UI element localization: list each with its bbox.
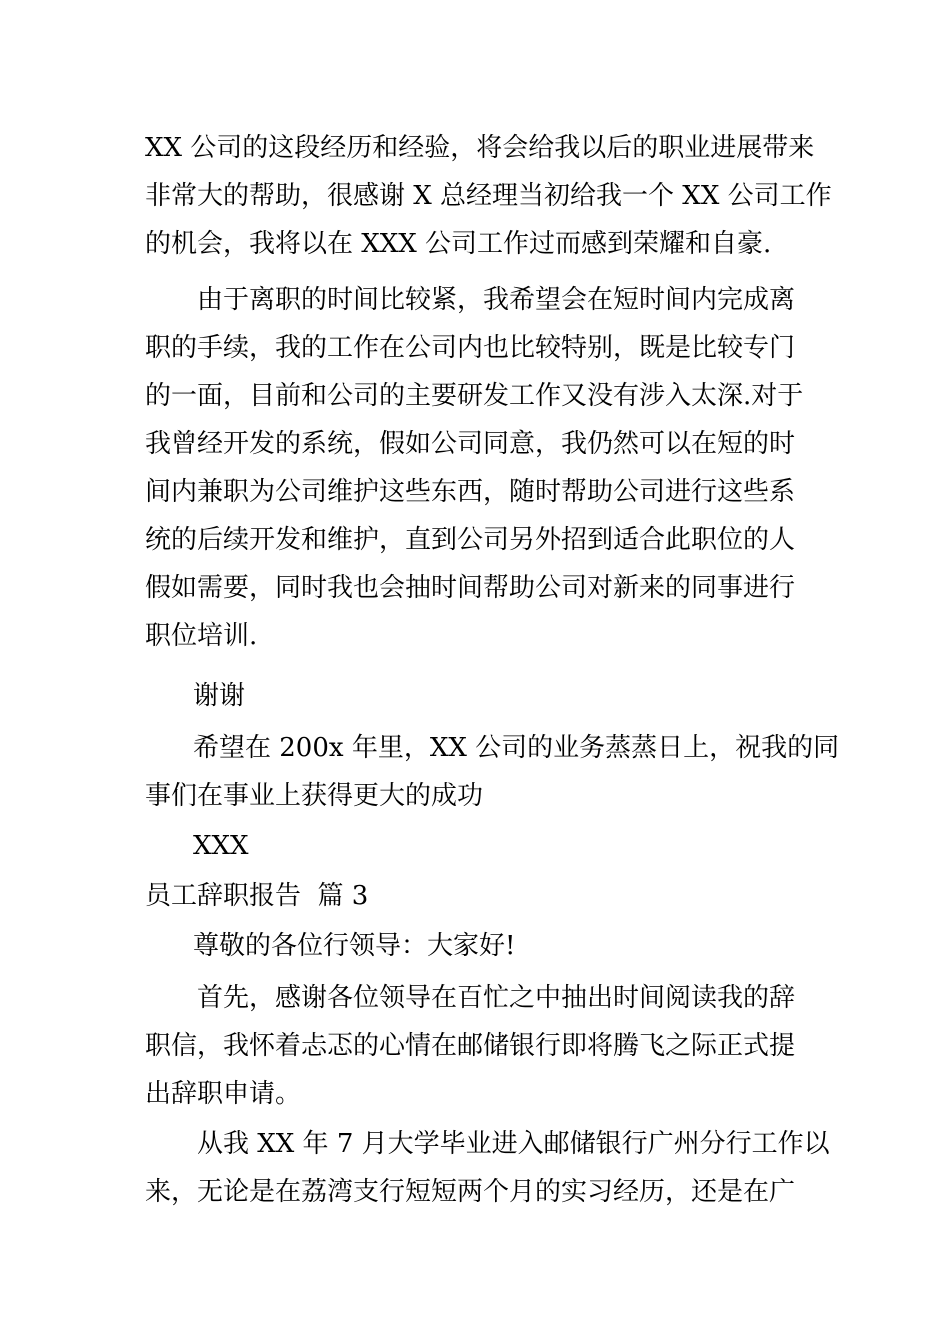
text-line: 从我 XX 年 7 月大学毕业进入邮储银行广州分行工作以 bbox=[197, 1129, 830, 1159]
text-line: 的机会，我将以在 XXX 公司工作过而感到荣耀和自豪. bbox=[145, 229, 772, 259]
signature-text: XXX bbox=[193, 831, 249, 861]
text-line: 来，无论是在荔湾支行短短两个月的实习经历，还是在广 bbox=[145, 1177, 796, 1207]
signature-line bbox=[145, 822, 810, 870]
text-line: 首先，感谢各位领导在百忙之中抽出时间阅读我的辞 bbox=[197, 983, 796, 1013]
text-line: 我曾经开发的系统，假如公司同意，我仍然可以在短的时 bbox=[145, 429, 796, 459]
paragraph-5 bbox=[145, 1120, 830, 1216]
text-line: 非常大的帮助，很感谢 X 总经理当初给我一个 XX 公司工作 bbox=[145, 181, 832, 211]
paragraph-3 bbox=[145, 724, 840, 820]
paragraph-4 bbox=[145, 974, 810, 1118]
section-title bbox=[145, 872, 810, 920]
text-line: 职信，我怀着忐忑的心情在邮储银行即将腾飞之际正式提 bbox=[145, 1031, 796, 1061]
greeting-text: 尊敬的各位行领导：大家好! bbox=[193, 931, 516, 961]
text-line: 统的后续开发和维护，直到公司另外招到适合此职位的人 bbox=[145, 525, 796, 555]
text-line: 职的手续，我的工作在公司内也比较特别，既是比较专门 bbox=[145, 333, 796, 363]
greeting-line bbox=[145, 922, 810, 970]
thanks-line bbox=[145, 672, 810, 720]
paragraph-2 bbox=[145, 276, 810, 660]
section-title-text: 员工辞职报告 篇 3 bbox=[145, 881, 369, 911]
text-line: 事们在事业上获得更大的成功 bbox=[145, 781, 484, 811]
text-line: 假如需要，同时我也会抽时间帮助公司对新来的同事进行 bbox=[145, 573, 796, 603]
paragraph-1 bbox=[145, 124, 832, 268]
text-line: 间内兼职为公司维护这些东西，随时帮助公司进行这些系 bbox=[145, 477, 796, 507]
text-line: 由于离职的时间比较紧，我希望会在短时间内完成离 bbox=[197, 285, 796, 315]
text-line: 的一面，目前和公司的主要研发工作又没有涉入太深.对于 bbox=[145, 381, 804, 411]
text-line: 出辞职申请。 bbox=[145, 1079, 302, 1109]
text-line: 职位培训. bbox=[145, 621, 258, 651]
text-line: 希望在 200x 年里，XX 公司的业务蒸蒸日上，祝我的同 bbox=[193, 733, 840, 763]
thanks-text: 谢谢 bbox=[193, 681, 246, 711]
text-line: XX 公司的这段经历和经验，将会给我以后的职业进展带来 bbox=[145, 133, 815, 163]
